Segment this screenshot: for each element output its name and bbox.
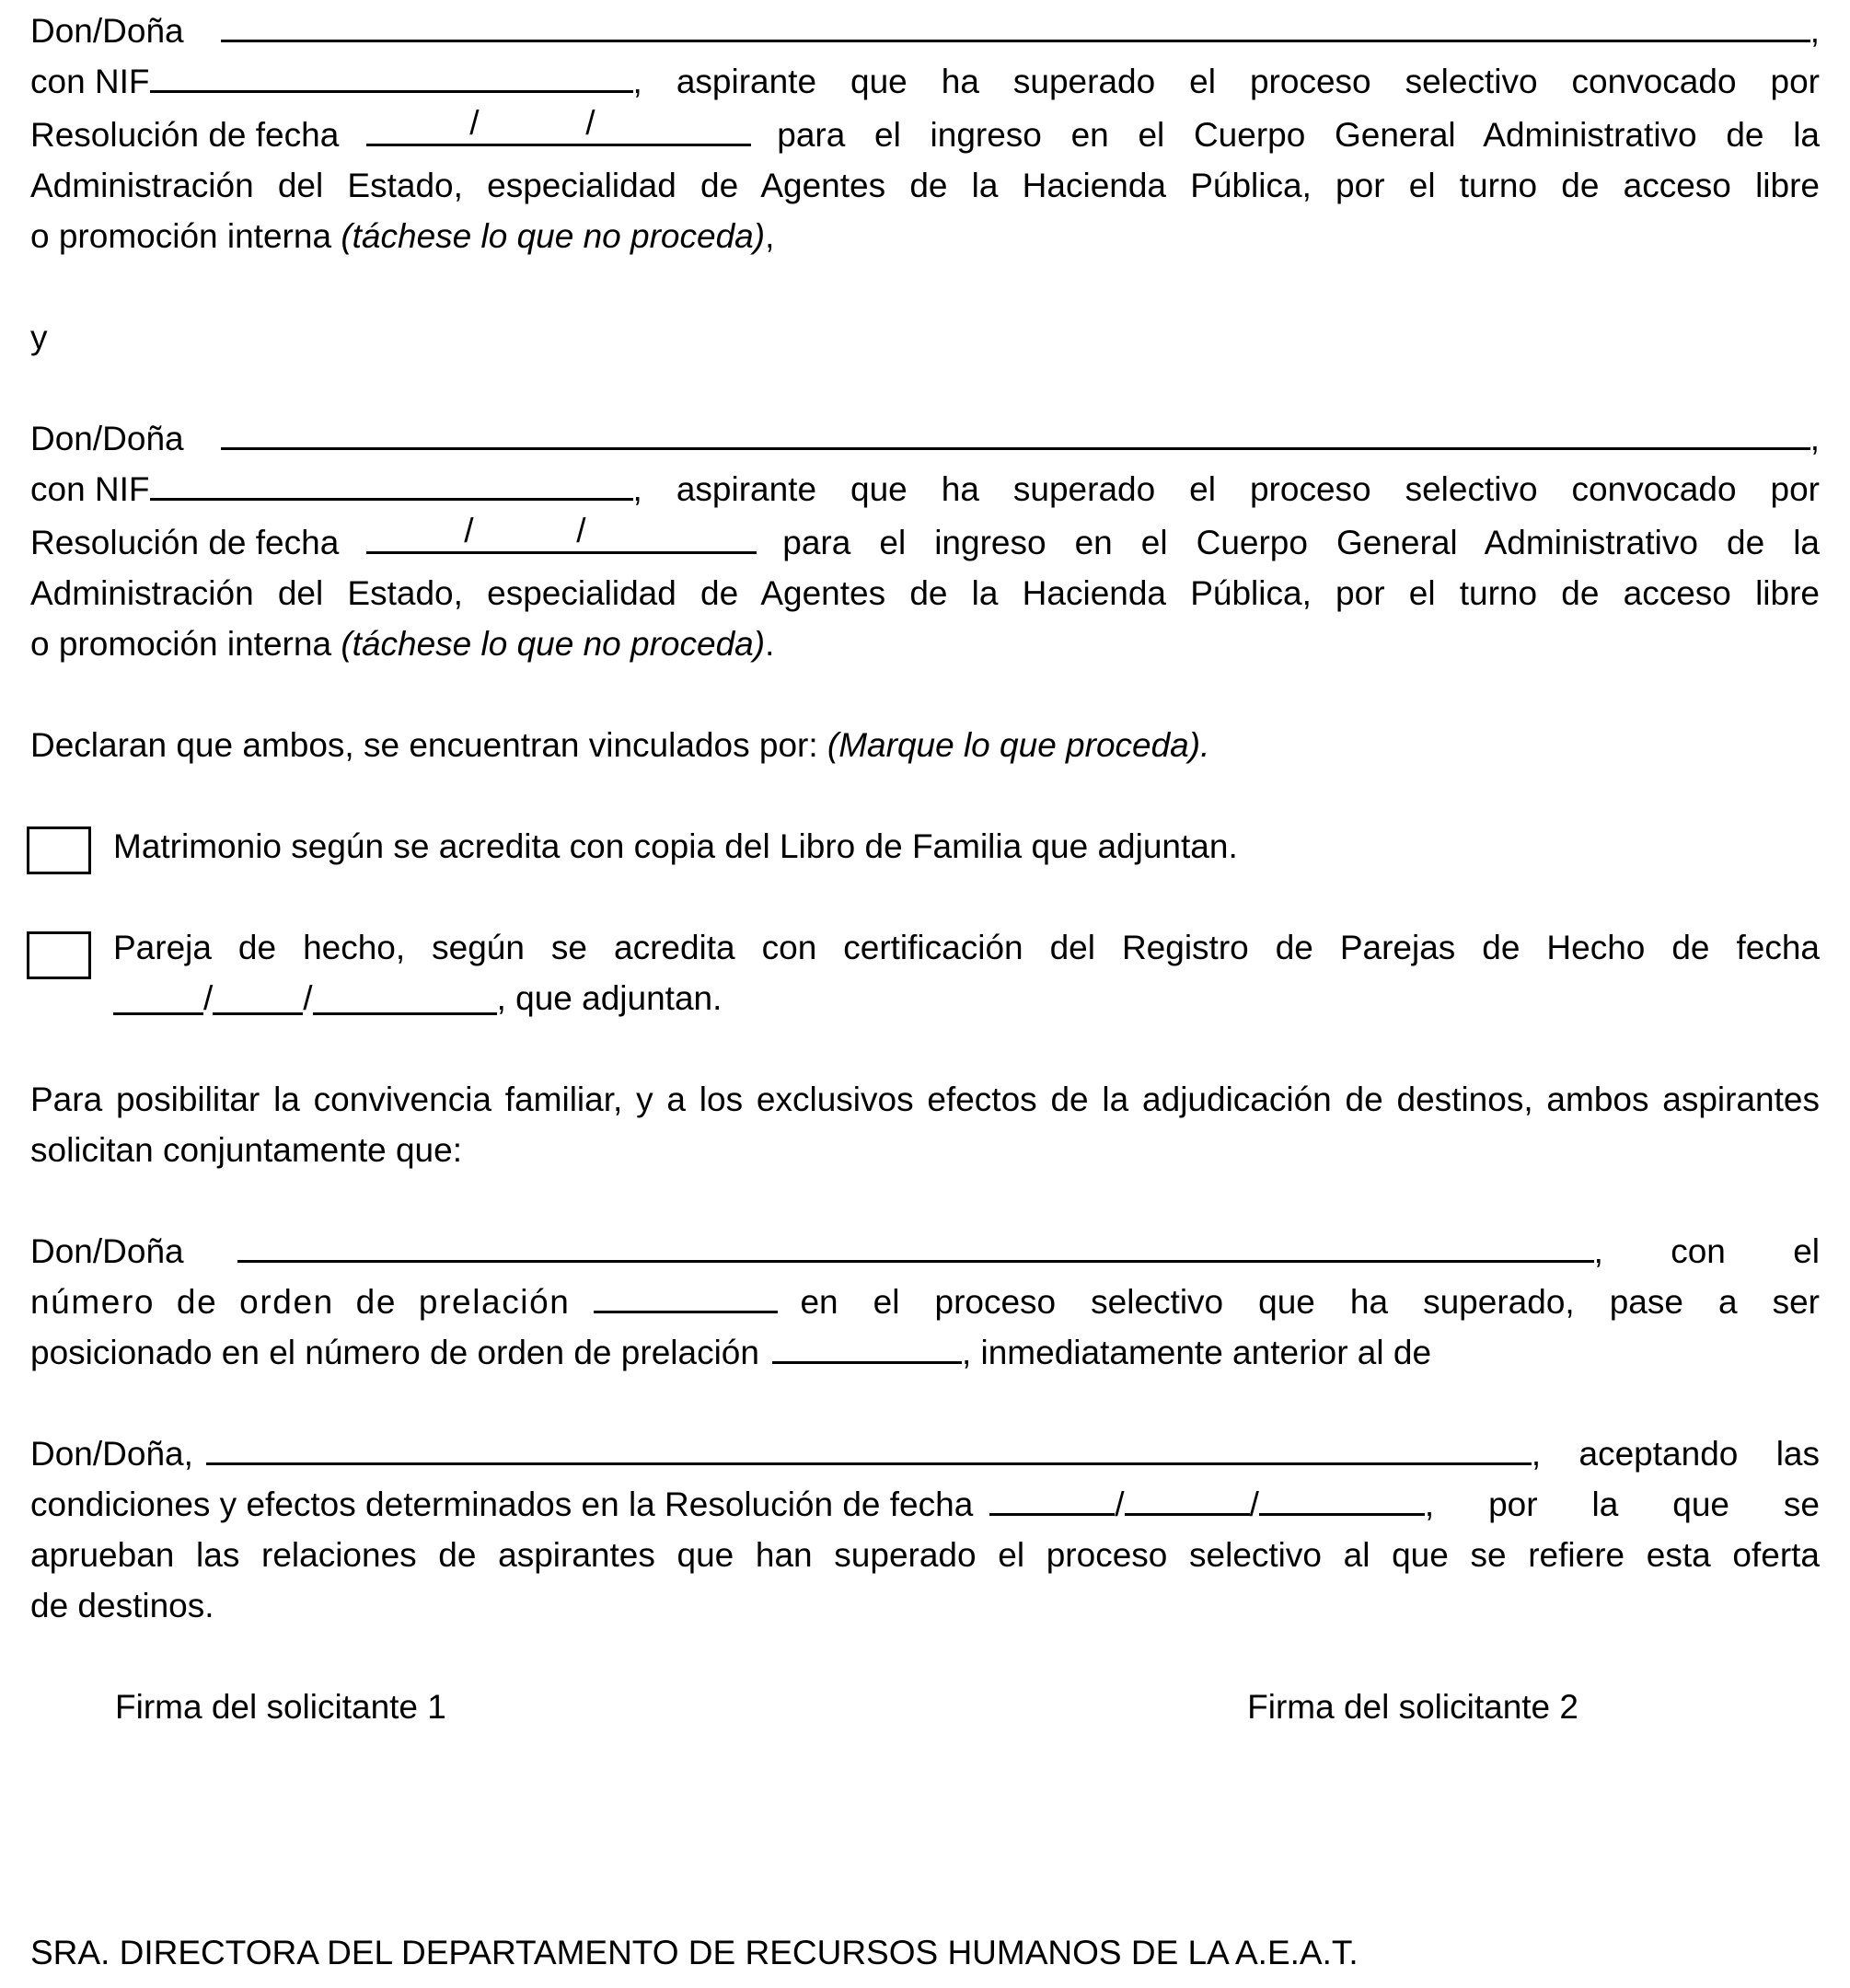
con-el: , con el (1593, 1232, 1820, 1270)
pareja-date-line (113, 973, 1820, 1023)
pareja-date-year[interactable] (313, 979, 497, 1015)
date-slash: / (464, 512, 474, 549)
prelacion-new-field[interactable] (772, 1328, 962, 1364)
option-pareja-de-hecho (30, 922, 1820, 1023)
applicant1-date-field[interactable] (366, 104, 751, 146)
declaration-text: Declaran que ambos, se encuentran vinculados por: (30, 726, 827, 764)
comma: , (1810, 12, 1820, 50)
don-dona-label: Don/Doña (30, 12, 184, 50)
position-line3-tail: , inmediatamente anterior al de (961, 1334, 1432, 1371)
applicant1-nif-line (30, 56, 1820, 107)
date-slash: / (303, 979, 313, 1017)
applicant1-nif-field[interactable] (150, 57, 633, 93)
applicant2-nif-line (30, 464, 1820, 514)
applicant1-date-line (30, 104, 1820, 160)
date-slash: / (576, 512, 586, 549)
accept-line2-tail: , por la que se (1424, 1485, 1820, 1523)
applicant1-name-field[interactable] (221, 6, 1810, 42)
position-name-field[interactable] (237, 1227, 1594, 1263)
date-tail: para el ingreso en el Cuerpo General Administrativo de la (777, 116, 1820, 154)
option-matrimonio (30, 821, 1820, 872)
applicant2-line5 (30, 618, 1820, 669)
resolucion-label: Resolución de fecha (30, 524, 340, 561)
accept-line2 (30, 1479, 1820, 1530)
position-line2-tail: en el proceso selectivo que ha superado, pase a ser (800, 1283, 1820, 1321)
declaration (30, 720, 1820, 770)
nif-tail: , aspirante que ha superado el proceso selectivo convocado por (632, 470, 1820, 508)
prelacion-new-label: posicionado en el número de orden de prelación (30, 1334, 759, 1371)
position-line3 (30, 1327, 1820, 1378)
date-slash: / (585, 104, 595, 142)
applicant2-date-field[interactable] (366, 514, 757, 554)
signature-row (30, 1682, 1820, 1732)
accept-name-line (30, 1428, 1820, 1479)
accept-date-day[interactable] (989, 1480, 1115, 1516)
nif-label: con NIF (30, 470, 150, 508)
date-slash: / (1115, 1485, 1125, 1523)
form-page (30, 6, 1820, 1732)
pareja-date-month[interactable] (213, 979, 303, 1015)
prelacion-current-field[interactable] (594, 1277, 778, 1313)
line5-italic: (táchese lo que no proceda) (341, 625, 766, 663)
applicant2-nif-field[interactable] (150, 465, 633, 501)
nif-tail: , aspirante que ha superado el proceso selectivo convocado por (632, 63, 1820, 100)
comma: , (1810, 420, 1820, 457)
resolucion-label: Resolución de fecha (30, 116, 340, 154)
pareja-checkbox[interactable] (27, 931, 91, 979)
accept-line4: de destinos. (30, 1587, 214, 1624)
declaration-italic: (Marque lo que proceda). (827, 726, 1210, 764)
applicant1-line4: Administración del Estado, especialidad de Agentes de la Hacienda Pública, por el turno de acceso libre (30, 167, 1820, 204)
pareja-label: Pareja de hecho, según se acredita con certificación del Registro de Parejas de Hecho de fecha (113, 929, 1820, 966)
accept-date-year[interactable] (1259, 1480, 1425, 1516)
date-tail: para el ingreso en el Cuerpo General Administrativo de la (782, 524, 1820, 561)
accept-name-field[interactable] (206, 1429, 1532, 1465)
conjunction: y (30, 318, 48, 356)
line5-suffix: , (765, 217, 775, 255)
position-line2 (30, 1277, 1820, 1327)
don-dona-label: Don/Doña (30, 1232, 184, 1270)
accept-line3: aprueban las relaciones de aspirantes que han superado el proceso selectivo al que se refiere esta oferta (30, 1536, 1820, 1574)
pareja-tail: , que adjuntan. (496, 979, 723, 1017)
pareja-date-day[interactable] (113, 979, 203, 1015)
matrimonio-label: Matrimonio según se acredita con copia del Libro de Familia que adjuntan. (113, 827, 1238, 865)
applicant2-name-field[interactable] (221, 414, 1810, 450)
line5-prefix: o promoción interna (30, 625, 341, 663)
signature-label-2: Firma del solicitante 2 (1247, 1688, 1578, 1726)
line5-suffix: . (765, 625, 775, 663)
matrimonio-checkbox[interactable] (27, 826, 91, 874)
date-slash: / (1249, 1485, 1259, 1523)
applicant1-name-line (30, 6, 1820, 56)
accept-resolucion-label: condiciones y efectos determinados en la Resolución de fecha (30, 1485, 974, 1523)
applicant2-name-line (30, 413, 1820, 464)
accept-date-month[interactable] (1125, 1480, 1250, 1516)
signature-label-1: Firma del solicitante 1 (115, 1688, 446, 1726)
request-paragraph: Para posibilitar la convivencia familiar, y a los exclusivos efectos de la adjudicación de destinos, ambos aspirantes solicitan conjuntamente que: (30, 1081, 1820, 1169)
applicant2-date-line (30, 514, 1820, 568)
date-slash: / (469, 104, 480, 142)
applicant1-line5 (30, 211, 1820, 261)
don-dona-label: Don/Doña, (30, 1435, 193, 1473)
date-slash: / (203, 979, 214, 1017)
don-dona-label: Don/Doña (30, 420, 184, 457)
aceptando: , aceptando las (1531, 1435, 1820, 1473)
line5-italic: (táchese lo que no proceda) (341, 217, 766, 255)
nif-label: con NIF (30, 63, 150, 100)
line5-prefix: o promoción interna (30, 217, 341, 255)
position-name-line (30, 1226, 1820, 1277)
addressee: SRA. DIRECTORA DEL DEPARTAMENTO DE RECURSOS HUMANOS DE LA A.E.A.T. (30, 1934, 1359, 1971)
applicant2-line4: Administración del Estado, especialidad de Agentes de la Hacienda Pública, por el turno de acceso libre (30, 574, 1820, 612)
prelacion-label: número de orden de prelación (30, 1283, 571, 1321)
